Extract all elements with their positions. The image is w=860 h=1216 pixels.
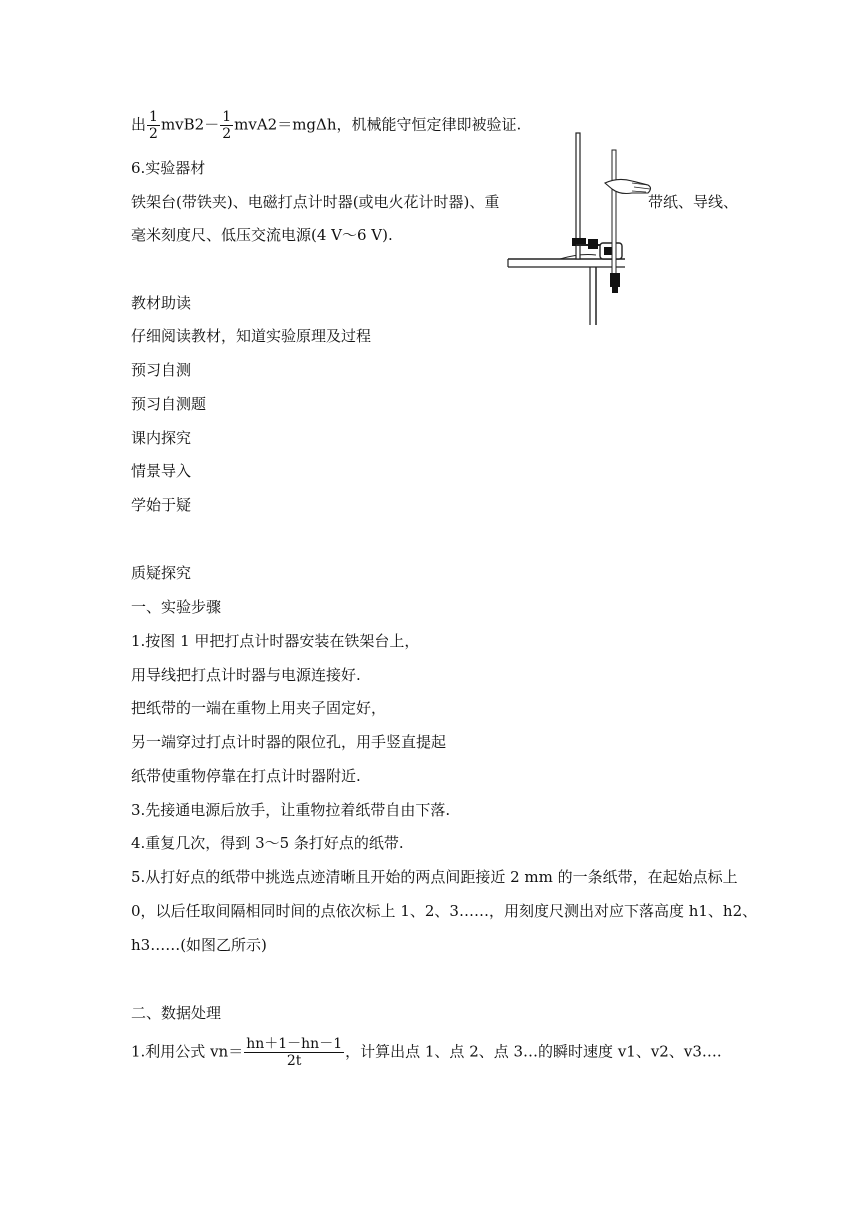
velocity-fraction [244,1036,344,1069]
equipment-heading: 6.实验器材 [131,159,206,177]
step-line: 另一端穿过打点计时器的限位孔，用手竖直提起 [131,733,447,751]
conclusion-term1: mvB2－ [160,115,220,134]
heavy-weight [610,273,620,287]
equipment-line-1-left: 铁架台(带铁夹)、电磁打点计时器(或电火花计时器)、重 [131,193,500,211]
step-line: 1.按图 1 甲把打点计时器安装在铁架台上， [131,632,420,650]
fraction-numerator: 1 [149,109,158,125]
study-text: 仔细阅读教材，知道实验原理及过程 [131,327,372,345]
step-line: 纸带使重物停靠在打点计时器附近. [131,767,361,785]
class-heading: 课内探究 [131,429,192,447]
apparatus-figure [500,125,660,330]
step-line: 3.先接通电源后放手，让重物拉着纸带自由下落. [131,801,451,819]
timer-coil [604,247,612,255]
fraction-denominator: 2t [286,1053,302,1069]
paper-tape [612,150,616,280]
fraction-half-1 [147,109,160,142]
clamp-screw [588,239,598,249]
inquiry-heading: 质疑探究 [131,564,192,582]
preview-subheading: 预习自测题 [131,395,207,413]
study-heading: 教材助读 [131,294,192,312]
fraction-numerator: 1 [222,109,232,125]
doubt-heading: 学始于疑 [131,496,192,514]
weight-hook [612,287,618,293]
step-line: 0，以后任取间隔相同时间的点依次标上 1、2、3……，用刻度尺测出对应下落高度 h1、h2、 [131,902,758,920]
formula-suffix: ，计算出点 1、点 2、点 3…的瞬时速度 v1、v2、v3…. [345,1042,722,1061]
conclusion-line [131,109,521,142]
step-line: 用导线把打点计时器与电源连接好. [131,666,361,684]
scene-heading: 情景导入 [131,462,192,480]
equipment-line-2: 毫米刻度尺、低压交流电源(4 V～6 V). [131,226,393,244]
equipment-line-1-right: 带纸、导线、 [648,193,739,211]
preview-heading: 预习自测 [131,361,192,379]
fraction-half-2 [220,109,233,142]
fraction-denominator: 2 [149,126,158,142]
step-line: 4.重复几次，得到 3～5 条打好点的纸带. [131,834,404,852]
step-line: h3……(如图乙所示) [131,936,267,954]
fraction-denominator: 2 [222,126,232,142]
conclusion-term2: mvA2＝mgΔh，机械能守恒定律即被验证. [234,115,522,134]
conclusion-prefix: 出 [131,115,147,134]
step-line: 5.从打好点的纸带中挑选点迹清晰且开始的两点间距接近 2 mm 的一条纸带，在起始点标上 [131,868,738,886]
step-line: 把纸带的一端在重物上用夹子固定好， [131,699,387,717]
formula-line [131,1036,722,1069]
fraction-numerator: hn＋1－hn－1 [246,1036,343,1052]
formula-prefix: 1.利用公式 vn＝ [131,1042,244,1061]
data-heading: 二、数据处理 [131,1004,222,1022]
steps-heading: 一、实验步骤 [131,598,222,616]
